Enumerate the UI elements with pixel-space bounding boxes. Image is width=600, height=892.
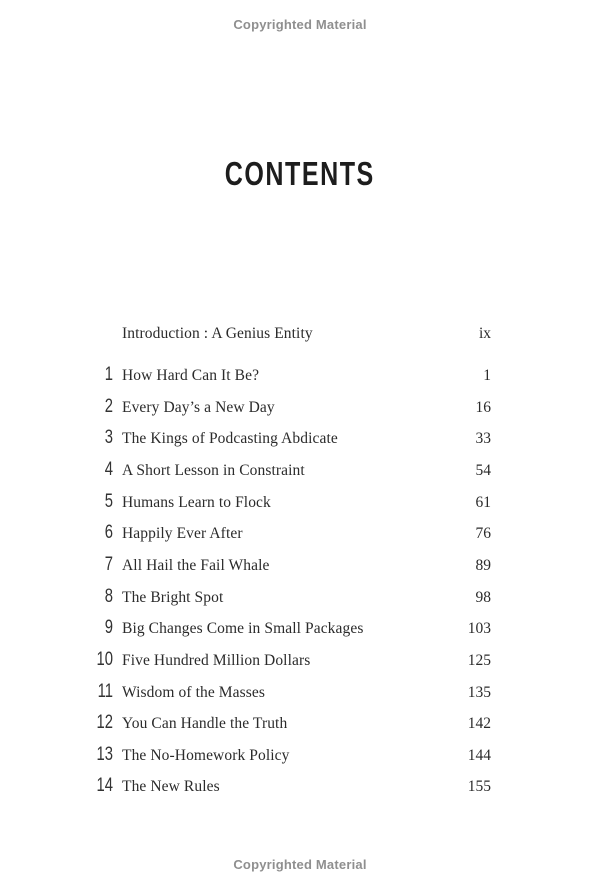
toc-entry: [83, 549, 491, 581]
toc-entry: [83, 612, 491, 644]
chapter-page: 103: [467, 620, 491, 638]
chapter-number: 6: [104, 522, 113, 544]
chapter-page: 135: [467, 683, 491, 701]
toc-entry: [83, 359, 491, 391]
chapter-page: 1: [483, 367, 491, 385]
chapter-number: 2: [104, 395, 113, 417]
toc-entry: [83, 318, 491, 350]
chapter-title: A Short Lesson in Constraint: [122, 462, 305, 480]
toc-entry: [83, 770, 491, 802]
chapter-number: 12: [96, 712, 113, 734]
chapter-page: 89: [475, 556, 491, 574]
chapter-page: 144: [467, 746, 491, 764]
chapter-page: 142: [467, 715, 491, 733]
chapter-page: ix: [478, 325, 491, 342]
chapter-title: Big Changes Come in Small Packages: [122, 620, 364, 638]
contents-heading: CONTENTS: [224, 155, 376, 192]
contents-heading-wrap: [0, 155, 600, 193]
chapter-title: All Hail the Fail Whale: [122, 556, 270, 574]
chapter-title: The No-Homework Policy: [122, 746, 290, 764]
chapter-title: Five Hundred Million Dollars: [122, 651, 311, 669]
chapter-number: 13: [96, 743, 113, 765]
toc-entry: [83, 486, 491, 518]
chapter-number: 5: [104, 490, 113, 512]
chapter-title: Humans Learn to Flock: [122, 493, 271, 511]
chapter-number: 1: [104, 364, 113, 386]
chapter-title: Every Day’s a New Day: [122, 398, 275, 416]
table-of-contents: [83, 318, 491, 802]
toc-entry: [83, 707, 491, 739]
chapter-page: 61: [475, 493, 491, 511]
toc-entry: [83, 517, 491, 549]
toc-entry: [83, 644, 491, 676]
chapter-number: 3: [104, 427, 113, 449]
toc-entry: [83, 391, 491, 423]
toc-entry: [83, 422, 491, 454]
chapter-number: 7: [104, 553, 113, 575]
chapter-number: 8: [104, 585, 113, 607]
chapter-page: 54: [475, 462, 491, 480]
chapter-number: 4: [104, 459, 113, 481]
toc-entry: [83, 581, 491, 613]
chapter-title: How Hard Can It Be?: [122, 367, 260, 385]
toc-entry: [83, 676, 491, 708]
chapter-title: Introduction : A Genius Entity: [122, 325, 313, 342]
chapter-title: Wisdom of the Masses: [122, 683, 266, 701]
chapter-title: Happily Ever After: [122, 525, 243, 543]
chapter-page: 16: [475, 398, 491, 416]
toc-entry: [83, 454, 491, 486]
chapter-title: You Can Handle the Truth: [122, 715, 288, 733]
chapter-title: The Kings of Podcasting Abdicate: [122, 430, 338, 448]
chapter-number: 11: [97, 680, 113, 702]
copyright-banner-bottom: Copyrighted Material: [233, 857, 367, 872]
chapter-title: The Bright Spot: [122, 588, 224, 606]
chapter-title: The New Rules: [122, 778, 220, 796]
chapter-page: 76: [475, 525, 491, 543]
chapter-page: 33: [475, 430, 491, 448]
chapter-number: 9: [104, 617, 113, 639]
chapter-page: 98: [475, 588, 491, 606]
chapter-page: 125: [467, 651, 491, 669]
toc-entry: [83, 739, 491, 771]
copyright-banner-top: Copyrighted Material: [233, 17, 367, 32]
chapter-page: 155: [467, 778, 491, 796]
chapter-number: 14: [96, 775, 113, 797]
chapter-number: 10: [96, 648, 113, 670]
